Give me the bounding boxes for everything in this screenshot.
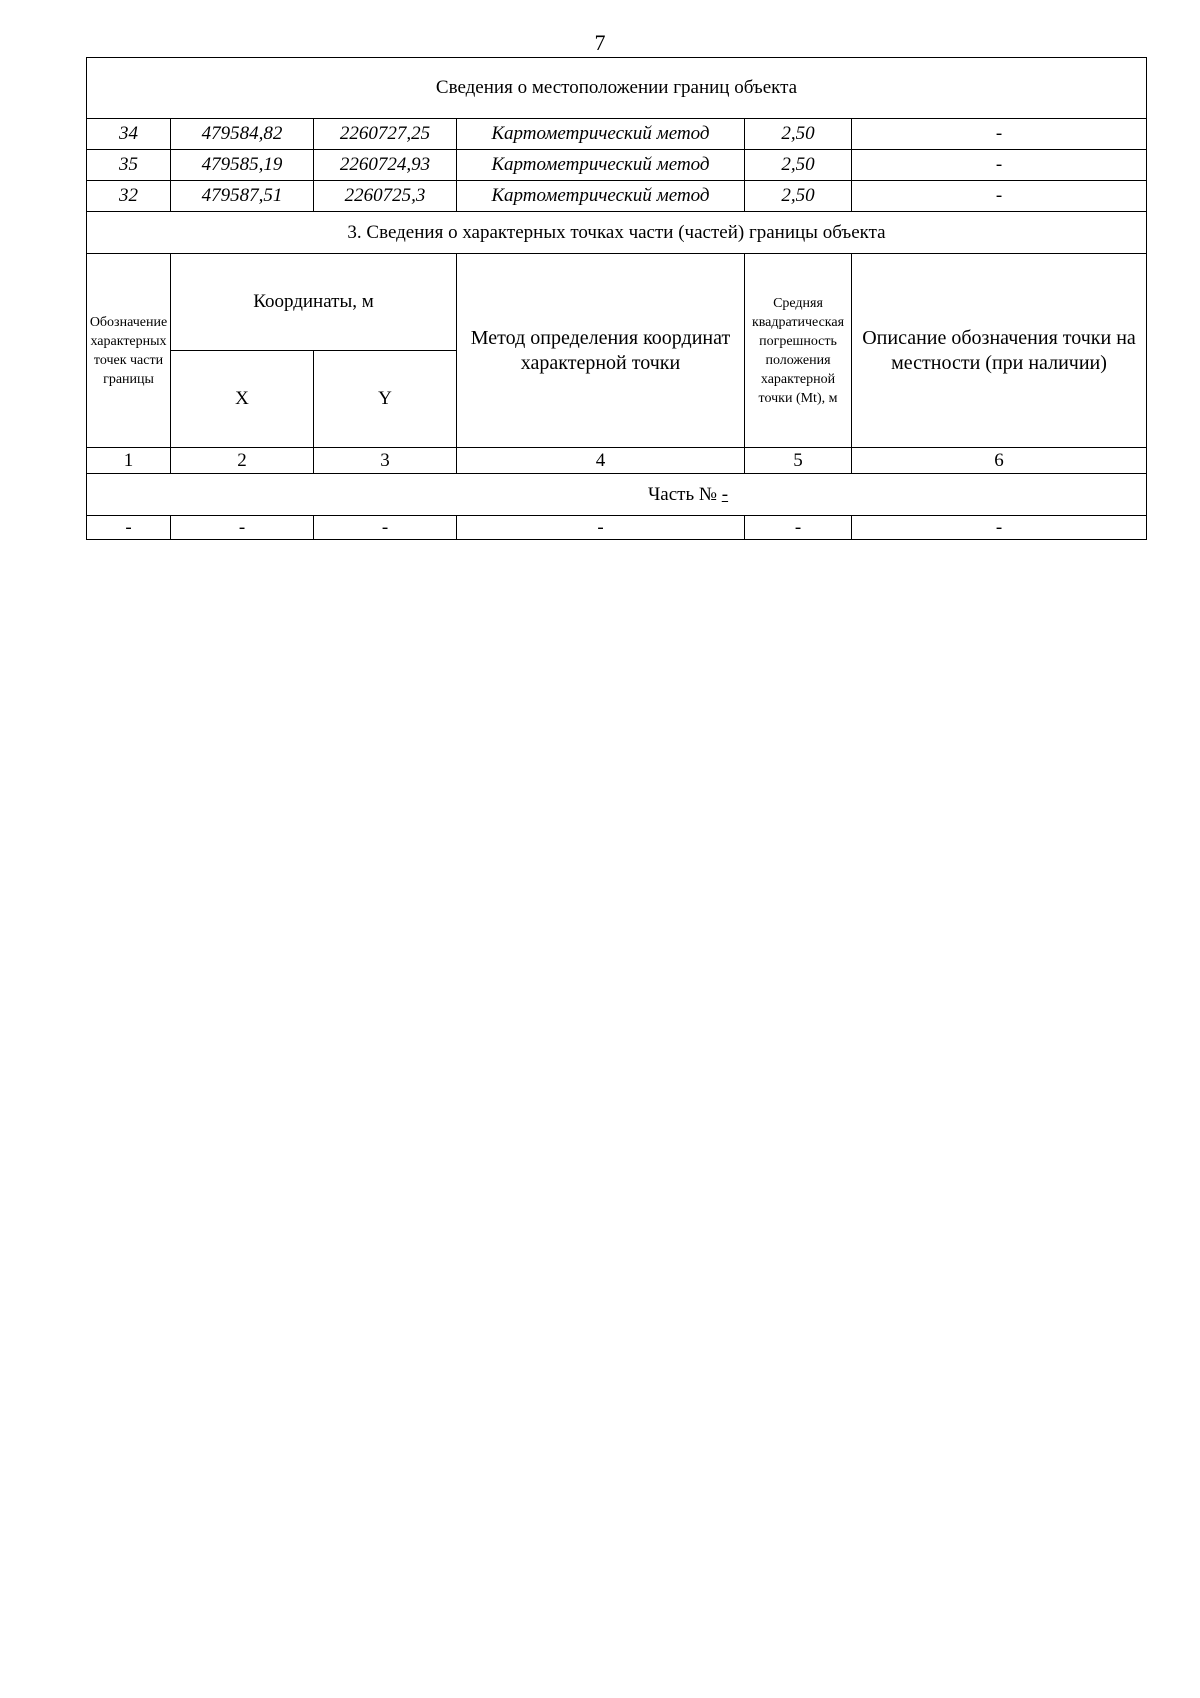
empty-cell: - — [457, 516, 745, 540]
column-number: 1 — [87, 448, 171, 474]
column-number-row — [87, 448, 1147, 474]
table-row — [87, 516, 1147, 540]
description-cell: - — [852, 119, 1147, 150]
description-cell: - — [852, 181, 1147, 212]
column-number: 3 — [314, 448, 457, 474]
point-cell: 35 — [87, 150, 171, 181]
column-number: 2 — [171, 448, 314, 474]
x-cell: 479585,19 — [171, 150, 314, 181]
point-cell: 34 — [87, 119, 171, 150]
header-row — [87, 254, 1147, 351]
table-row — [87, 150, 1147, 181]
table-title: Сведения о местоположении границ объекта — [87, 58, 1147, 119]
page-number: 7 — [594, 30, 606, 55]
column-number: 5 — [745, 448, 852, 474]
part-cell — [87, 474, 1147, 516]
part-label: Часть № — [647, 483, 717, 505]
accuracy-cell: 2,50 — [745, 181, 852, 212]
table-row — [87, 181, 1147, 212]
empty-cell: - — [171, 516, 314, 540]
part-number: - — [721, 483, 729, 505]
header-method: Метод определения координат характерной точки — [457, 254, 745, 448]
empty-cell: - — [745, 516, 852, 540]
table-title-row — [87, 58, 1147, 119]
header-coordinates: Координаты, м — [171, 254, 457, 351]
header-y: Y — [314, 351, 457, 448]
method-cell: Картометрический метод — [457, 119, 745, 150]
point-cell: 32 — [87, 181, 171, 212]
empty-cell: - — [852, 516, 1147, 540]
part-row — [87, 474, 1147, 516]
method-cell: Картометрический метод — [457, 150, 745, 181]
y-cell: 2260724,93 — [314, 150, 457, 181]
header-x: X — [171, 351, 314, 448]
header-accuracy: Средняя квадратическая погрешность положения характерной точки (Mt), м — [745, 254, 852, 448]
column-number: 4 — [457, 448, 745, 474]
section-3-row — [87, 212, 1147, 254]
accuracy-cell: 2,50 — [745, 119, 852, 150]
method-cell: Картометрический метод — [457, 181, 745, 212]
description-cell: - — [852, 150, 1147, 181]
header-description: Описание обозначения точки на местности (при наличии) — [852, 254, 1147, 448]
header-point-designation: Обозначение характерных точек части границы — [87, 254, 171, 448]
y-cell: 2260727,25 — [314, 119, 457, 150]
y-cell: 2260725,3 — [314, 181, 457, 212]
column-number: 6 — [852, 448, 1147, 474]
empty-cell: - — [314, 516, 457, 540]
section-3-title: 3. Сведения о характерных точках части (частей) границы объекта — [87, 212, 1147, 254]
empty-cell: - — [87, 516, 171, 540]
table-row — [87, 119, 1147, 150]
boundary-table — [86, 57, 1147, 540]
x-cell: 479584,82 — [171, 119, 314, 150]
x-cell: 479587,51 — [171, 181, 314, 212]
accuracy-cell: 2,50 — [745, 150, 852, 181]
